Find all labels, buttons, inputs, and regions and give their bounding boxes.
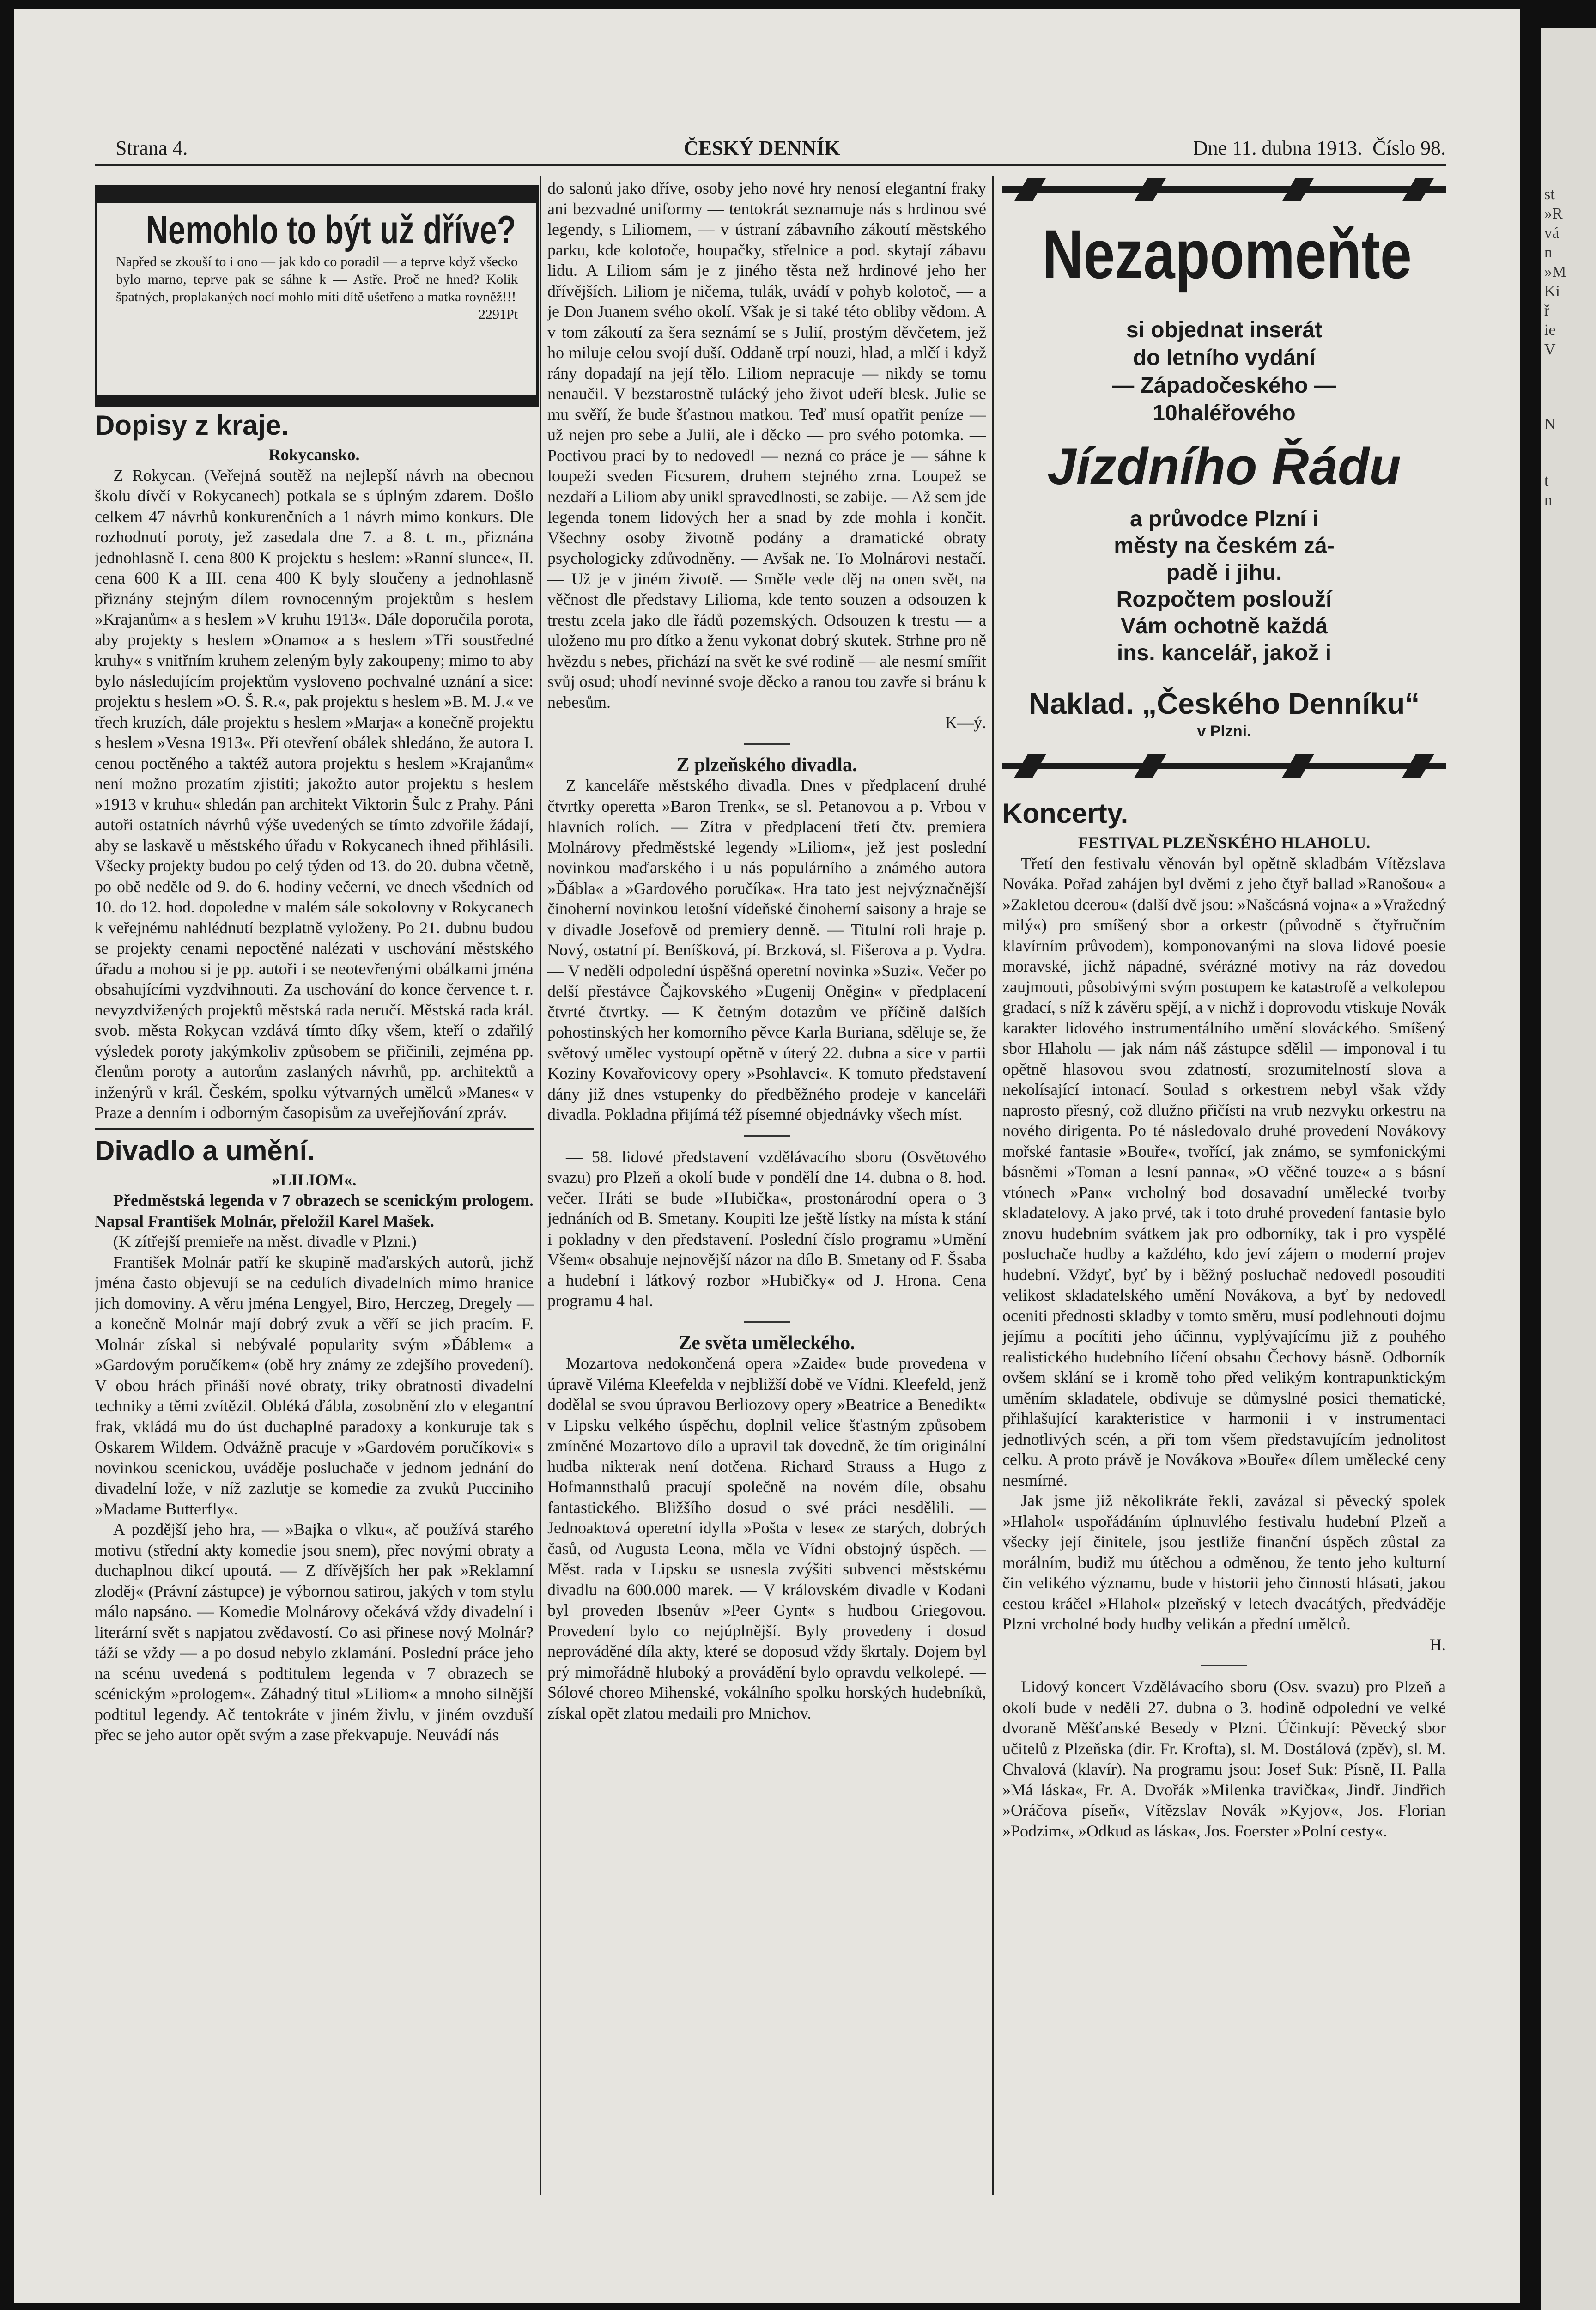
signature: K—ý. — [945, 713, 986, 732]
ad-line: padě i jihu. — [1166, 560, 1282, 585]
strip-fragment: V — [1544, 341, 1556, 358]
section-heading: Ze světa uměleckého. — [679, 1332, 855, 1354]
display-advertisement — [1002, 178, 1446, 788]
page-number: Strana 4. — [115, 137, 188, 159]
strip-fragment: n — [1544, 244, 1552, 261]
ad-title: Nemohlo to být už dříve? — [146, 208, 516, 252]
subheading: Rokycansko. — [268, 445, 360, 464]
article-paragraph: — 58. lidové představení vzdělávacího sboru (Osvětového svazu) pro Plzeň a okolí bude v pondělí dne 14. dubna o 8. hod. večer. Hráti se bude »Hubička«, prostonárodní opera o 3 jednáních od B. Smetany. Koupiti lze ještě lístky na místa k stání i pokladny v den představení. Poslední číslo programu »Umění Všem« obsahuje nejnovější názor na dílo B. Smetany od F. Šsaba a hudební i látkový rozbor »Hubičky« od J. Hrona. Cena programu 4 hal. — [547, 1147, 986, 1310]
article-paragraph: Z kanceláře městského divadla. Dnes v předplacení druhé čtvrtky operetta »Baron Trenk«, se sl. Petanovou a p. Vrbou v hlavních rolích. — Zítra v předplacení třetí čtv. premiera Molnárovy předměstské legendy »Liliom«, jež jest poslední novinkou maďarského i u nás populárního a známého autora »Ďábla« a »Gardového poručíka«. Hra tato jest nejvýznačnější činoherní novinkou letošní vídeňské činoherní saisony a hraje se v divadle Josefově od premiery denně. — Titulní roli hraje p. Nový, ostatní pí. Beníšková, pí. Brzková, sl. Fišerova a p. Vydra. — V neděli odpolední úspěšná operetní novinka »Suzi«. Večer po delší přestávce Čajkovského »Eugenij Oněgin« v předplacení čtvrté čtvrtky. — K četným dotazům ve příčině dalších pohostinských her komorního pěvce Karla Buriana, sdělujе se, že světový umělec vystoupí opětně v úterý 22. dubna a sice v partii Koziny Kovařovicovy opery »Psohlavci«. K tomuto představení dány již dnes vstupenky do předběžného prodeje v kanceláři divadla. Pokladna přijímá též písemné objednávky všech míst. — [547, 776, 986, 1124]
note: (K zítřejší premieře na měst. divadle v Plzni.) — [113, 1232, 417, 1251]
ad-bar — [97, 188, 536, 203]
date: Dne 11. dubna 1913. — [1193, 137, 1363, 159]
header-rule — [95, 164, 1446, 166]
boxed-advertisement — [95, 185, 539, 407]
ad-bigline: Jízdního Řádu — [1047, 438, 1401, 495]
column-rule — [540, 176, 541, 2194]
left-column — [95, 407, 534, 2194]
ad-line: a průvodce Plzní i — [1129, 507, 1319, 531]
article-paragraph: do salonů jako dříve, osoby jeho nové hry nenosí elegantní fraky ani bezvadné uniformy — tentokrát seznamuje nás s hrdinou své legendy, s Liliomem, — v ústraní zábavního zákoutí městského parku, kde kolotoče, houpačky, střelnice a pod. skytají zábavu lidu. A Liliom sám je z jiného těsta než hrdinové jeho her dřívějších. Liliom je ničema, tulák, uvádí v pohyb kolotoč, — a je Don Juanem svého okolí. Však je si také této obliby vědom. A v tom zákoutí za šera seznámí se s Julií, prostým děvčetem, jež ho miluje celou svojí duší. Oddaně trpí nouzi, hlad, a mlčí i když rány dopadají na její tělo. Liliom nepracuje — nikdy se tomu nenaučil. V bezstarostně tulácký jeho život udeří blesk. Julie se mu svěří, že bude šťastnou matkou. Teď musí opatřit peníze — už nejen pro sebe a Julii, ale i děcko — pro svého potomka. — Poctivou prací by to nedovedl — nezná co práce je — sáhne k loupeži sveden Ficsurem, druhem stejného zrna. Loupež se nezdaří a Liliom aby unikl spravedlnosti, se zabije. — Až sem jde legenda tonem lidových her a snad by zde mohla i končit. Všechny osoby životně podány a dramatické obraty psychologicky zdůvodněny. — Avšak ne. To Molnárovi nestačí. — Už je v jiném životě. — Směle vede děj na onen svět, na věčnost dle představy Liliomа, kde tento souzen a odsouzen k trestu zcela jako dle řádů pozemských. Odsouzen k trestu — a uloženo mu pro dítko a ženu vykonat dobrý skutek. Strhne pro ně hvězdu s nebes, přichází na svět ke své rodině — ale nesmí smířit svůj osud; uhodí nevinné svoje děcko a ranou tou zavře si bránu k nebesům. — [547, 179, 986, 711]
page-header — [115, 136, 1446, 164]
subheading: FESTIVAL PLZEŇSKÉHO HLAHOLU. — [1078, 833, 1371, 852]
date-issue — [1193, 136, 1446, 160]
ornament-border — [1002, 178, 1446, 201]
strip-fragment: ř — [1544, 302, 1550, 319]
column-rule — [992, 176, 994, 2194]
strip-fragment: N — [1544, 416, 1556, 433]
middle-column — [547, 178, 986, 2194]
play-intro: Předměstská legenda v 7 obrazech se scenickým prologem. Napsal František Molnár, přeložil Karel Mašek. — [95, 1191, 534, 1230]
article-paragraph: František Molnár patří ke skupině maďarských autorů, jichž jména často objevují se na cedulích divadelních mimo hranice jich domoviny. A věru jména Lengyel, Biro, Herczeg, Dregely — a konečně Molnár mají dobrý zvuk a věří se jich pracím. F. Molnár získal si nebývalé popularity svým »Ďáblem« a »Gardovým poručíkem« (obě hry známy ze zdejšího provedení). V obou hrách přináší nové obraty, triky obratnosti divadelní techniky a těmi zvítězil. Obléká ďábla, zosobnění zlo v elegantní frak, vkládá mu do úst duchaplné paradoxy a konkuruje tak s Oskarem Wildem. Odvážně pracuje v »Gardovém poručíkovi« s novinkou scenickou, uváděje posluchače v jednom jednání do divadelní lože, v níž zazlutje se komedie za zvuků Pucciniho »Madame Butterfly«. — [95, 1252, 534, 1518]
ad-text: Napřed se zkouší to i ono — jak kdo co poradil — a teprve když všecko bylo marno, teprve pak se sáhne k — Astře. Proč ne hned? Kolik špatných, proplakaných nocí mohlo míti dítě ušetřeno a matka rovněž!!! — [116, 254, 518, 304]
section-heading: Dopisy z kraje. — [95, 410, 289, 441]
strip-fragment: st — [1544, 186, 1555, 203]
separator — [744, 743, 790, 745]
subheading: »LILIOM«. — [272, 1170, 357, 1189]
strip-fragment: n — [1544, 492, 1552, 509]
article-paragraph: Mozartova nedokončená opera »Zaide« bude provedena v úpravě Viléma Kleefelda v nejbližší době ve Vídni. Kleefeld, jenž dodělal se svou úpravou Berliozovy opery »Beatrice a Benedikt« v Lipsku velkého úspěchu, doplnil velice šťastným způsobem zmíněné Mozartovo dílo a upravil tak dovedně, že tím originální hudba nikterak není dotčena. Richard Strauss a Hugo z Hofmannsthalů pracují společně na novém díle, obsahu fantastického. Bližšího dosud o své práci nesdělili. — Jednoaktová operetní idylla »Pošta v lese« ze starých, dobrých časů, od Augusta Leona, měla ve Vídni obstojný úspěch. — Měst. rada v Lipsku se usnesla zvýšiti subvenci městskému divadlu na 600.000 marek. — V královském divadle v Kodani byl proveden Ibsenův »Peer Gynt« s hudbou Griegovou. Provedení bylo co nejúplnější. Byly provedeny i dosud neprováděné díla akty, které se doposud vždy škrtaly. Dojem byl prý mimořádně hluboký a provádění bylo opravdu velkolepé. — Sólové choreo Mihenské, vokálního spolku horských hudebníků, získal opět zlatou medaili pro Mnichov. — [547, 1354, 986, 1722]
ad-line: Vám ochotně každá — [1120, 614, 1328, 638]
ad-line: městy na českém zá- — [1114, 534, 1335, 558]
strip-fragment: »M — [1544, 263, 1566, 280]
article-paragraph: A pozdější jeho hra, — »Bajka o vlku«, ač používá starého motivu (střední akty komedie jsou snem), přec novými obraty a duchaplnou dikcí upoutá. — Z dřívějších her pak »Reklamní zloděj« (Právní zástupce) je výbornou satirou, jakých v tom stylu málo napsáno. — Komedie Molnárovy očekává vždy divadelní i literární svět s napjatou zvědavostí. Co asi přinese nový Molnár? táží se vždy — a po dosud nebylo zklamání. Poslední práce jeho na scénu uvedená s podtitulem legenda v 7 obrazech se scénickým »prologem«. Záhadný titul »Liliom« a mnoho silnější podtitul legendy. Ač tentokráte v jiném živlu, v jiném ovzduší přec se jeho autor opět svým a zase překvapuje. Neuvádí nás — [95, 1520, 534, 1744]
section-rule — [95, 1128, 534, 1130]
strip-fragment: Ki — [1544, 283, 1560, 300]
ad-line: si objednat inserát — [1126, 318, 1323, 342]
strip-fragment: t — [1544, 472, 1549, 489]
article-paragraph: Z Rokycan. (Veřejná soutěž na nejlepší návrh na obecnou školu dívčí v Rokycanech) potkala se s úplným zdarem. Došlo celkem 47 návrhů konkurenčních a 1 návrh mimo konkurs. Dle rozhodnutí poroty, jež zasedala dne 7. a 8. t. m., přiznána jednohlasně I. cena 800 K projektu s heslem: »Ranní slunce«, II. cena 600 K a III. cena 400 K byly sloučeny a jednohlasně přiznány stejným dílem rovnocenným projektům s heslem »Krajanům« a s heslem »V kruhu 1913«. Dále doporučila porota, aby projekty s heslem »Onamo« a s heslem »Tři soustředné kruhy« s vnitřním kruhem zeleným byly zakoupeny; mimo to aby bylo následujícím projektům vysloveno pochvalné uznání a sice: projektu s heslem »O. Š. R.«, pak projektu s heslem »B. M. J.« ve třech kruzích, dále projektu s heslem »Marja« a konečně projektu s heslem »Vesna 1913«. Při otevření obálek shledáno, že autora I. cenou poctěného a taktéž autora projektu s heslem »Krajanům« není možno prozatím zjistiti; jakožto autor projektu s heslem »1913 v kruhu« shledán pan architekt Viktorin Šulc z Prahy. Páni autoři ostatních návrhů výše uvedených se tímto zdvořile žádají, aby se laskavě u městského úřadu v Rokycanech ihned přihlásili. Všecky projekty budou po celý týden od 13. do 20. dubna včetně, po obě neděle od 9. do 6. hodiny večerní, ve dnech všedních od 10. do 12. hod. dopoledne v malém sále sokolovny v Rokycanech k veřejnému nahlédnutí bezplatně vyloženy. Po 21. dubnu budou se projekty cenami nepoctěné nalézati v uschování městského úřadu a mohou si je pp. autoři i se neotevřenými obálkami jména obsahujícími vyzdvihnouti. Za uschování do konce července t. r. nevyzdvižených projektů městská rada neručí. Městská rada král. svob. města Rokycan vzdává tímto díky všem, kteří o zdařilý výsledek poroty jakýmkoliv způsobem se přičinili, zejména pp. členům poroty a autorům zaslaných návrhů, pp. architektů a inženýrů v král. Českém, spolku výtvarných umělců »Manes« v Praze a denním i odborným časopisům za uveřejňování zpráv. — [95, 466, 534, 1122]
signature: H. — [1430, 1635, 1446, 1654]
section-heading: Z plzeňského divadla. — [676, 754, 857, 776]
article-paragraph: Jak jsme již několikráte řekli, zavázal si pěvecký spolek »Hlahol« uspořádáním úplnuvlého festivalu hudební Plzeň a všecky její činitele, jsou jestliže finanční úspěch zůstal za morálním, budiž mu útěchou a odměnou, že tento jeho kulturní čin velikého významu, bude v historii jeho činnosti hlásati, jakou cestou kráčel »Hlahol« plzeňský v letech dvacátých, předváděje Plzni vrcholné body hudby velikán a přední umělců. — [1002, 1491, 1446, 1633]
strip-fragment: »R — [1544, 205, 1563, 222]
ad-headline: Nezapomeňte — [1042, 215, 1412, 293]
ad-publisher: Naklad. „Českého Denníku“ — [1028, 687, 1420, 720]
issue-number: Číslo 98. — [1372, 137, 1446, 159]
masthead: ČESKÝ DENNÍK — [684, 137, 840, 159]
ornament-border — [1002, 754, 1446, 778]
strip-fragment: vá — [1544, 225, 1560, 242]
ad-code: 2291Pt — [478, 307, 518, 322]
right-column — [1002, 795, 1446, 2194]
ad-line: ins. kancelář, jakož i — [1117, 641, 1332, 665]
ad-bar — [97, 395, 536, 405]
strip-fragment: ie — [1544, 322, 1556, 339]
ad-line: — Západočeského — — [1112, 373, 1336, 398]
article-paragraph: Lidový koncert Vzdělávacího sboru (Osv. svazu) pro Plzeň a okolí bude v neděli 27. dubna o 3. hodině odpolední ve velké dvoraně Měšťanské Besedy v Plzni. Účinkují: Pěvecký sbor učitelů z Plzeňska (dir. Fr. Krofta), sl. M. Dostálová (zpěv), sl. M. Chvalová (klavír). Na programu jsou: Josef Suk: Písně, H. Palla »Má láska«, Fr. A. Dvořák »Milenka travička«, Jindř. Jindřich »Oráčova píseň«, Vítězslav Novák »Kyjov«, Jos. Florian »Podzim«, »Odkud as láska«, Jos. Foerster »Polní cesty«. — [1002, 1678, 1446, 1840]
section-heading: Koncerty. — [1002, 798, 1129, 829]
separator — [1201, 1665, 1247, 1666]
separator — [744, 1321, 790, 1323]
ad-line: Rozpočtem poslouží — [1116, 587, 1332, 612]
article-paragraph: Třetí den festivalu věnován byl opětně skladbám Vítězslava Nováka. Pořad zahájen byl dvěmi z jeho čtyř ballad »Ranošou« a »Zakletou dcerou« (další dvě jsou: »Našcásná vojna« a »Vražedný milý«) pro smíšený sbor a orkestr (původně s čtyřručním klavírním průvodem), komponovanými na slova lidové poesie moravské, jichž nápadné, svérázné motivy na ráz dovedou zaujmouti, působivými svým postupem ke katastrofě a velkolepou gradací, s níž k závěru spějí, a v nichž i doprovodu vtiskuje Novák karakter lidového instrumentálního umění slováckého. Smíšený sbor Hlaholu — jak nám náš zástupce sdělil — imponoval i tu opětně hlasovou svou zdatností, srozumitelností slova a nekolísající intonací. Soulad s orkestrem nebyl však vždy naprosto přesný, což dlužno přičísti na vrub nezvyku orkestru na nového dirigenta. Po té následovalo druhé provedení Novákovy mořské fantasie »Bouře«, tvořící, jak známo, se symfonickými básněmi »Toman a lesní panna«, »O věčné touze« a s básní vtónech »Pan« vrcholný bod dosavadní umělecké tvorby skladatelovy. A jako prvé, tak i toto druhé provedení fantasie bylo znovu hudebním svátkem jak pro odborníky, tak i pro vyspělé posluchače hudby a každého, kdo jeví zájem o moderní projev hudební. Vždyť, byť by i běžný posluchač nedovedl posouditi velikost skladatelského umění Novákova, a byť by nedovedl oceniti přednosti skladby v tomto směru, musí podlehnouti dojmu jejímu a pocítiti jeho účinnu, vyplývajícímu již z pouhého realistického hudebního líčení obsahu Čechovy básně. Odborník ovšem sklání se i kromě toho před velikým kontrapunktickým uměním skladatele, obdivuje se důmyslné posici thematické, přihlašující karakteristice v harmonii i v instrumentaci jednotlivých scén, a při tom všem představujícím jednolitost celku. A proto právě je Novákova »Bouře« dílem umělecké ceny nesmírné. — [1002, 854, 1446, 1489]
ad-line: do letního vydání — [1133, 346, 1316, 370]
adjacent-page-strip — [1541, 28, 1596, 2310]
ad-line: 10haléřového — [1153, 401, 1296, 426]
section-heading: Divadlo a umění. — [95, 1135, 315, 1166]
separator — [744, 1135, 790, 1137]
ad-city: v Plzni. — [1197, 723, 1251, 740]
